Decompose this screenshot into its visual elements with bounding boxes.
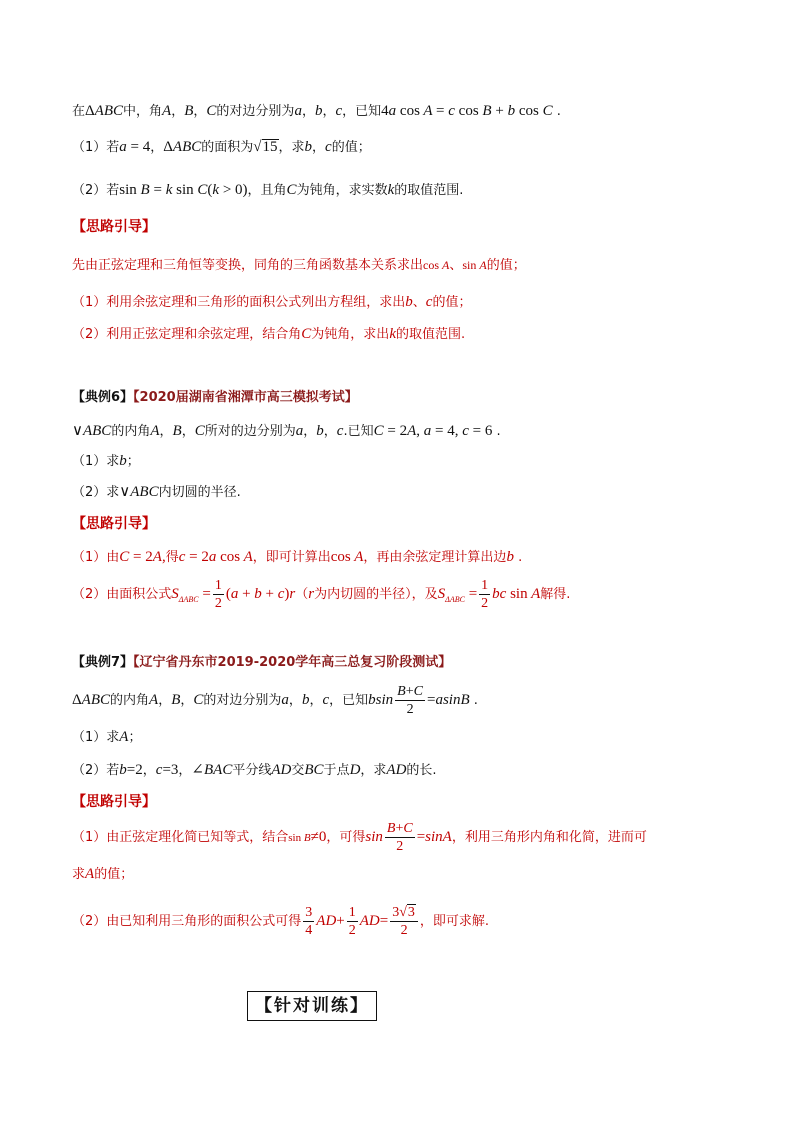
- example7-header: [72, 651, 451, 674]
- example7-hint1a: （1）由正弦定理化简已知等式，结合sin B≠0，可得sin $\frac{B+C}{2}$ =sinA，利用三角形内角和化简，进而可: [72, 820, 647, 854]
- problem5-hint-intro: 先由正弦定理和三角恒等变换，同角的三角函数基本关系求出cos A、sin A的值；: [72, 258, 526, 273]
- example6-q2: （2）求∨ABC内切圆的半径.: [72, 484, 241, 500]
- example7-hint2: （2）由已知利用三角形的面积公式可得 $\frac{3}{4}$ AD+ $\frac{1}{2}$ AD= $\frac{3√3}{2}$ ，即可求解.: [72, 904, 490, 938]
- example6-q1: （1）求b；: [72, 453, 140, 469]
- example7-source: 【辽宁省丹东市2019-2020学年高三总复习阶段测试】: [133, 655, 452, 670]
- problem5-hint1: （1）利用余弦定理和三角形的面积公式列出方程组，求出b、c的值；: [72, 294, 472, 310]
- example6-stem: ∨ABC的内角A，B，C所对的边分别为a，b，c.已知C = 2A, a = 4, c = 6 .: [72, 423, 501, 439]
- problem5-hint-title: 【思路引导】: [72, 219, 156, 235]
- section-title: 【针对训练】: [247, 991, 377, 1021]
- example6-header: [72, 386, 358, 409]
- problem5-q1: （1）若a = 4，ΔABC的面积为√15，求b，c的值；: [72, 139, 371, 155]
- example7-hint1b: 求A的值；: [72, 866, 134, 882]
- example6-hint1: （1）由C = 2A,得c = 2a cos A，即可计算出cos A，再由余弦定理计算出边b .: [72, 549, 523, 565]
- example7-q1: （1）求A；: [72, 729, 142, 745]
- example6-label: 【典例6】: [72, 390, 134, 405]
- example7-stem: ΔABC的内角A，B，C的对边分别为a，b，c，已知bsin $\frac{B+C}{2}$ =asinB .: [72, 683, 478, 717]
- example7-hint-title: 【思路引导】: [72, 794, 156, 810]
- example6-hint-title: 【思路引导】: [72, 516, 156, 532]
- problem5-stem: 在ΔABC中，角A，B，C的对边分别为a，b，c，已知4a cos A = c cos B + b cos C .: [72, 103, 561, 119]
- example7-label: 【典例7】: [72, 655, 134, 670]
- example6-source: 【2020届湖南省湘潭市高三模拟考试】: [133, 390, 358, 405]
- example6-hint2: （2）由面积公式$S_{\Delta ABC}$ = $\frac{1}{2}$ (a + b + c)r（r为内切圆的半径），及$S_{\Delta ABC}$ = $\frac{1}{2}$ bc sin A解得.: [72, 577, 571, 611]
- problem5-q2: （2）若sin B = k sin C(k > 0)，且角C为钝角，求实数k的取值范围.: [72, 182, 464, 198]
- problem5-hint2: （2）利用正弦定理和余弦定理，结合角C为钝角，求出k的取值范围.: [72, 326, 466, 342]
- example7-q2: （2）若b=2，c=3，∠BAC平分线AD交BC于点D，求AD的长.: [72, 762, 437, 778]
